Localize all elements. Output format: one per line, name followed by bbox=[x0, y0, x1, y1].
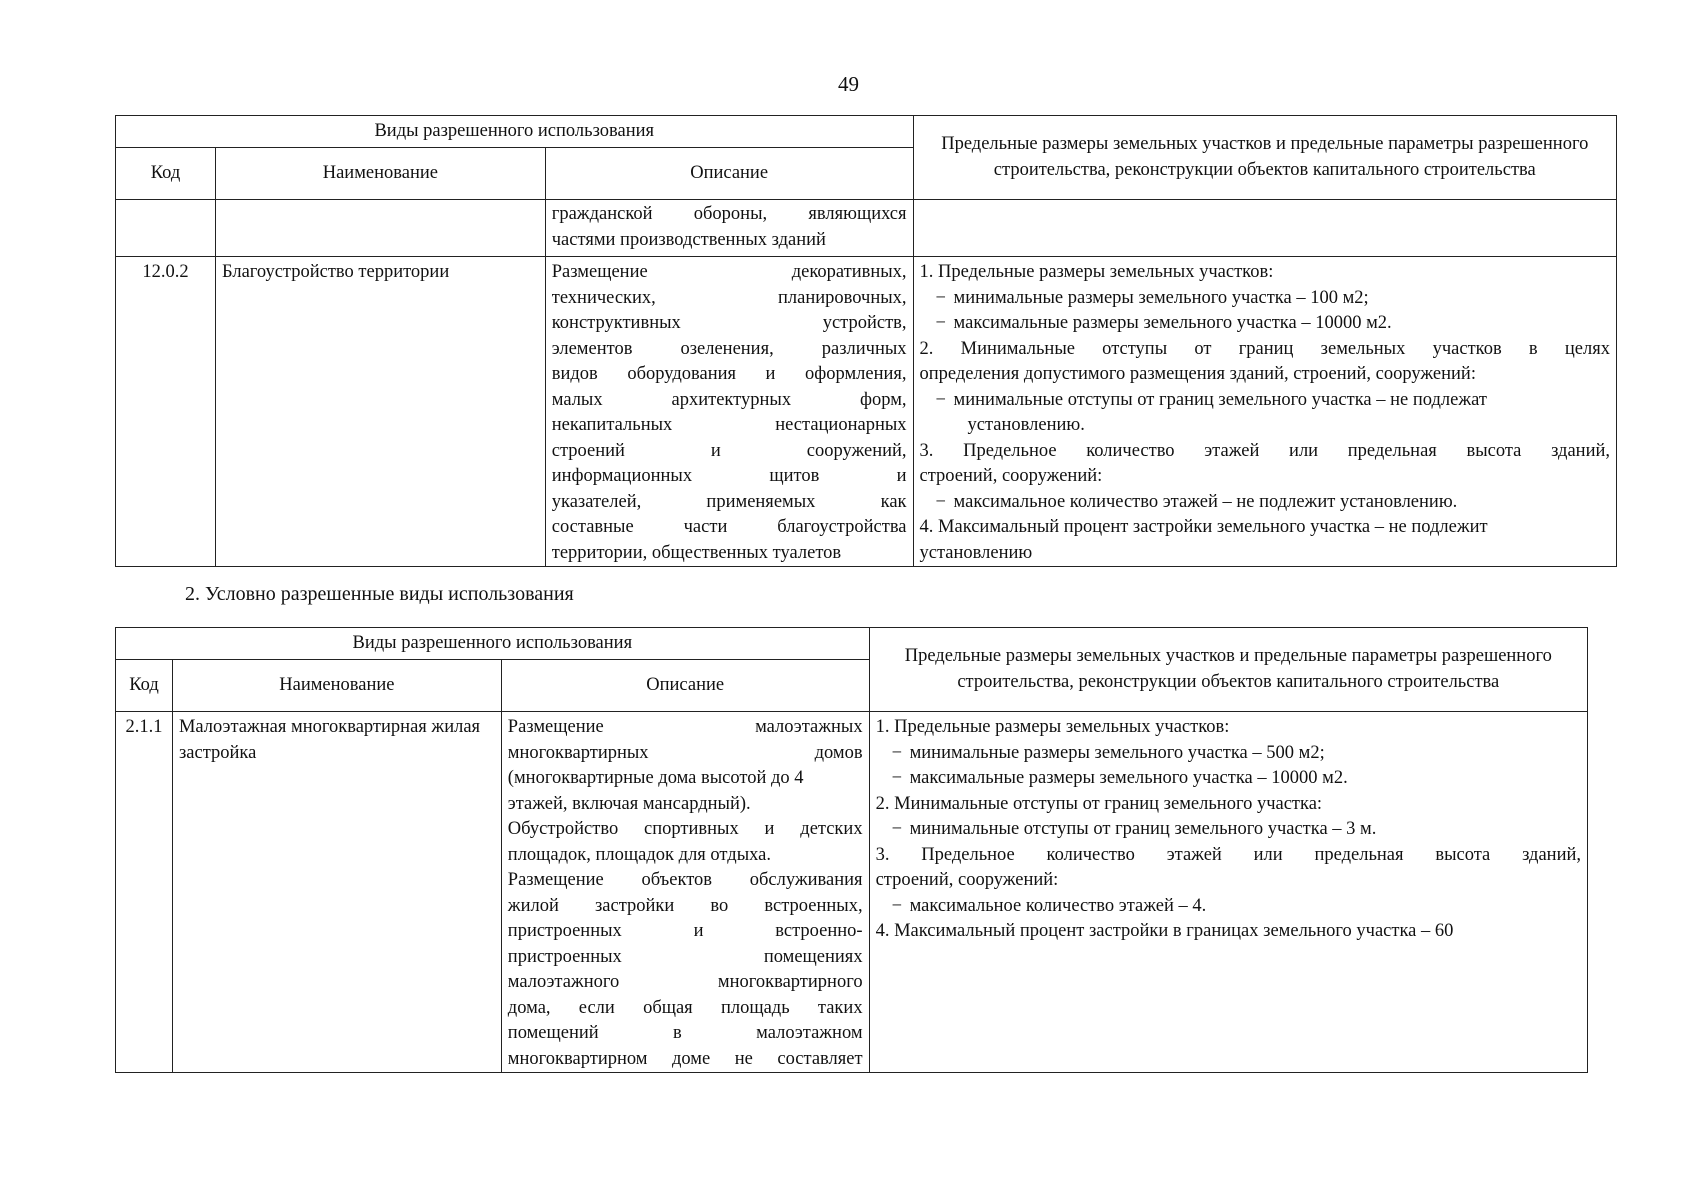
param-item: 1. Предельные размеры земельных участков: bbox=[875, 717, 1230, 737]
description-line: пристроенных помещениях bbox=[507, 946, 863, 967]
param-item: 4. Максимальный процент застройки земельного участка – не подлежит bbox=[919, 517, 1488, 537]
header-description: Описание bbox=[545, 148, 913, 200]
param-subitem bbox=[920, 286, 1610, 312]
param-subitem bbox=[920, 490, 1610, 516]
description-line: жилой застройки во встроенных, bbox=[507, 895, 863, 916]
description-line: многоквартирных домов bbox=[507, 742, 863, 763]
header-code: Код bbox=[116, 148, 216, 200]
cell-params bbox=[913, 257, 1616, 567]
conditional-use-table bbox=[115, 627, 1588, 1073]
param-subitem-text: максимальное количество этажей – не подлежит установлению. bbox=[953, 491, 1458, 512]
description-line: видов оборудования и оформления, bbox=[551, 364, 907, 384]
table-row bbox=[116, 257, 1617, 567]
description-line: составные части благоустройства bbox=[551, 517, 907, 537]
dash-bullet: − bbox=[935, 389, 946, 410]
description-line: дома, если общая площадь таких bbox=[507, 997, 863, 1018]
param-subitem bbox=[920, 388, 1610, 414]
param-item: строений, сооружений: bbox=[875, 870, 1059, 890]
header-params: Предельные размеры земельных участков и предельные параметры разрешенного строительства, реконструкции объектов капитального строительства bbox=[913, 116, 1616, 200]
description-line: малых архитектурных форм, bbox=[551, 389, 907, 410]
permitted-use-table-main bbox=[115, 115, 1617, 567]
param-subitem-text: минимальные размеры земельного участка – 500 м2; bbox=[909, 742, 1325, 763]
table-row bbox=[116, 712, 1588, 1073]
param-subitem-text: минимальные размеры земельного участка – 100 м2; bbox=[953, 287, 1369, 308]
header-code: Код bbox=[116, 660, 173, 712]
param-item: строений, сооружений: bbox=[919, 466, 1103, 486]
param-subitem bbox=[876, 817, 1581, 843]
table-row bbox=[116, 200, 1617, 257]
param-subitem-text: максимальные размеры земельного участка – 10000 м2. bbox=[953, 313, 1392, 333]
description-line: некапитальных нестационарных bbox=[551, 415, 907, 435]
param-item: 4. Максимальный процент застройки в границах земельного участка – 60 bbox=[875, 921, 1454, 941]
description-line: территории, общественных туалетов bbox=[551, 542, 842, 563]
description-line: многоквартирном доме не составляет bbox=[507, 1048, 863, 1069]
description-line: конструктивных устройств, bbox=[551, 313, 907, 333]
param-item: 2. Минимальные отступы от границ земельного участка: bbox=[875, 793, 1323, 814]
dash-bullet: − bbox=[891, 895, 903, 916]
cell-code: 2.1.1 bbox=[116, 712, 173, 1073]
cell-params bbox=[869, 712, 1587, 1073]
param-item: определения допустимого размещения зданий, строений, сооружений: bbox=[919, 364, 1476, 384]
param-subitem bbox=[876, 766, 1581, 792]
description-line: гражданской обороны, являющихся bbox=[551, 204, 907, 224]
param-subitem bbox=[920, 311, 1610, 337]
description-line: частями производственных зданий bbox=[551, 229, 826, 250]
header-description: Описание bbox=[501, 660, 869, 712]
cell-description bbox=[545, 257, 913, 567]
cell-name: Благоустройство территории bbox=[215, 257, 545, 567]
description-line: Размещение малоэтажных bbox=[507, 717, 863, 737]
cell-code bbox=[116, 200, 216, 257]
page-number: 49 bbox=[838, 72, 859, 96]
dash-bullet: − bbox=[891, 742, 903, 763]
param-subitem-text: максимальные размеры земельного участка – 10000 м2. bbox=[909, 768, 1348, 788]
header-group: Виды разрешенного использования bbox=[116, 628, 870, 660]
dash-bullet: − bbox=[935, 491, 946, 512]
param-item: установлению bbox=[919, 542, 1033, 563]
description-line: малоэтажного многоквартирного bbox=[507, 972, 863, 992]
param-subitem-text: минимальные отступы от границ земельного участка – не подлежат bbox=[953, 389, 1487, 410]
param-subitem-continuation: установлению. bbox=[967, 415, 1085, 435]
cell-params bbox=[913, 200, 1616, 257]
header-name: Наименование bbox=[172, 660, 501, 712]
cell-description bbox=[545, 200, 913, 257]
param-subitem bbox=[876, 741, 1581, 767]
description-line: помещений в малоэтажном bbox=[507, 1023, 863, 1043]
description-line: Размещение декоративных, bbox=[551, 262, 907, 282]
description-line: Размещение объектов обслуживания bbox=[507, 870, 863, 890]
description-line: этажей, включая мансардный). bbox=[507, 793, 751, 814]
description-line: строений и сооружений, bbox=[551, 440, 907, 461]
dash-bullet: − bbox=[935, 287, 946, 308]
description-line: элементов озеленения, различных bbox=[551, 338, 907, 359]
description-line: площадок, площадок для отдыха. bbox=[507, 844, 771, 865]
dash-bullet: − bbox=[891, 768, 903, 788]
description-line: технических, планировочных, bbox=[551, 287, 907, 308]
dash-bullet: − bbox=[935, 313, 946, 333]
cell-name: Малоэтажная многоквартирная жилая застройка bbox=[172, 712, 501, 1073]
cell-description bbox=[501, 712, 869, 1073]
description-line: (многоквартирные дома высотой до 4 bbox=[507, 768, 804, 788]
param-subitem-text: максимальное количество этажей – 4. bbox=[909, 895, 1207, 916]
header-params: Предельные размеры земельных участков и предельные параметры разрешенного строительства, реконструкции объектов капитального строительства bbox=[869, 628, 1587, 712]
header-group: Виды разрешенного использования bbox=[116, 116, 914, 148]
description-line: указателей, применяемых как bbox=[551, 491, 907, 512]
description-line: Обустройство спортивных и детских bbox=[507, 819, 863, 839]
header-name: Наименование bbox=[215, 148, 545, 200]
dash-bullet: − bbox=[891, 819, 903, 839]
param-item: 3. Предельное количество этажей или предельная высота зданий, bbox=[875, 844, 1581, 865]
param-subitem bbox=[876, 894, 1581, 920]
description-line: пристроенных и встроенно- bbox=[507, 921, 863, 941]
cell-code: 12.0.2 bbox=[116, 257, 216, 567]
param-item: 1. Предельные размеры земельных участков: bbox=[919, 262, 1274, 282]
section-heading: 2. Условно разрешенные виды использования bbox=[185, 583, 574, 605]
cell-name bbox=[215, 200, 545, 257]
param-item: 3. Предельное количество этажей или предельная высота зданий, bbox=[919, 440, 1610, 461]
param-item: 2. Минимальные отступы от границ земельных участков в целях bbox=[919, 338, 1610, 359]
description-line: информационных щитов и bbox=[551, 466, 907, 486]
param-subitem-text: минимальные отступы от границ земельного участка – 3 м. bbox=[909, 819, 1377, 839]
